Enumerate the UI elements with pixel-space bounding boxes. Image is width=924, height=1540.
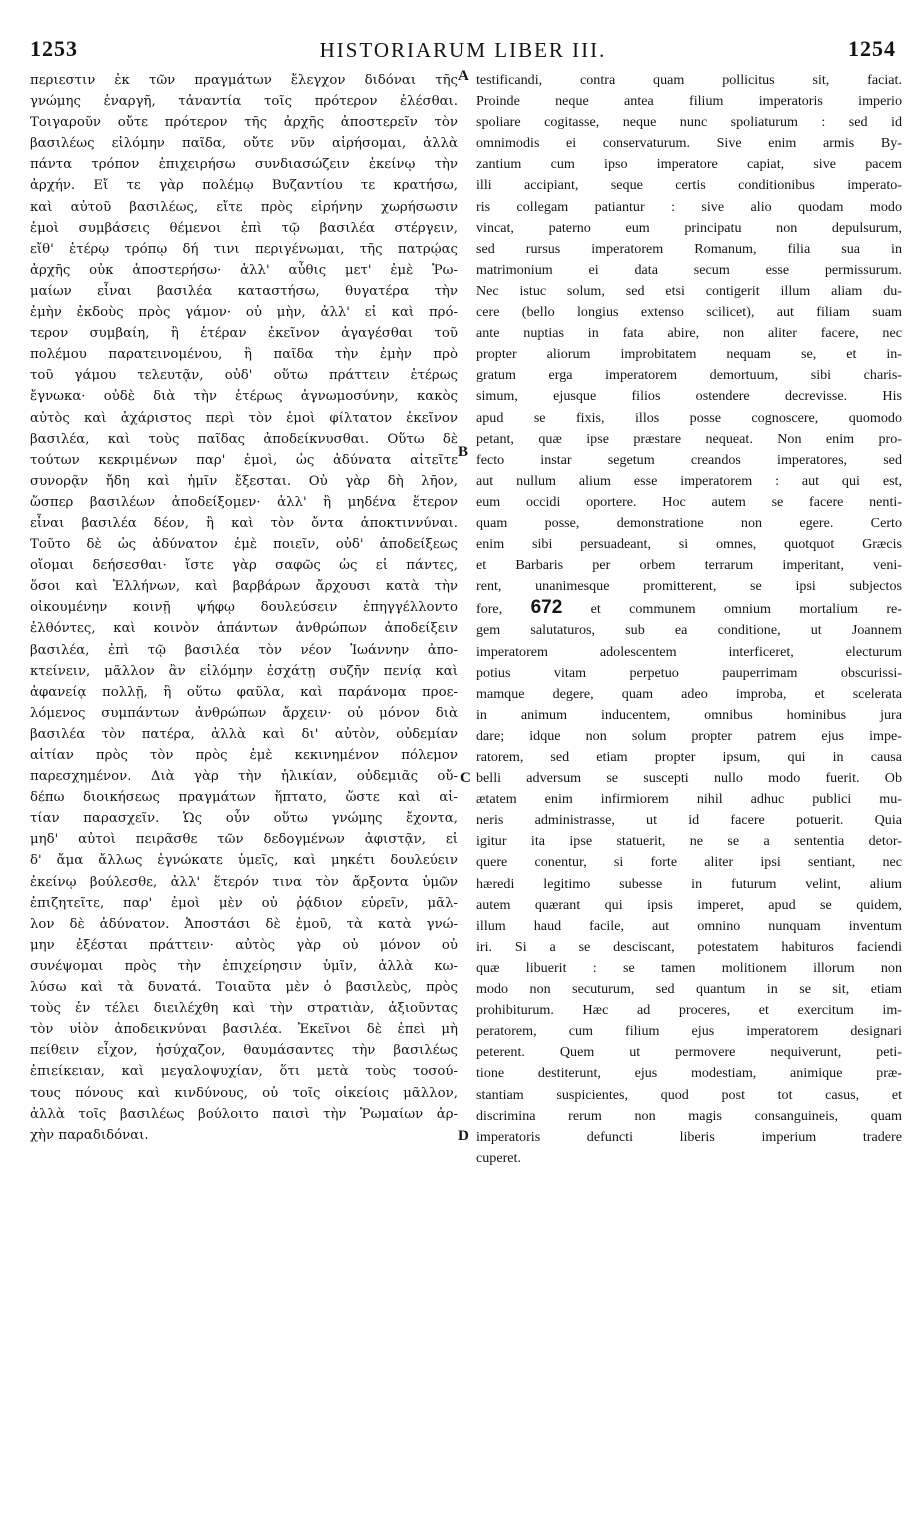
greek-text-line: πολέμου παρατεινομένου, ἢ παῖδα τὴν ἐμὴν πρὸ: [30, 347, 458, 363]
latin-text-line: quere conentur, si forte aliter ipsi sentiant, nec: [476, 854, 902, 871]
greek-text-line: Τοιγαροῦν οὔτε πρότερον τῆς ἀρχῆς ἀποστερεῖν τὸν: [30, 115, 458, 131]
greek-text-line: αἰτίαν πρὸς τὸν πρὸς ἐμὲ κεκινημένον πόλεμον: [30, 748, 458, 763]
greek-text-line: τὸν υἱὸν ἀποδεικνύναι βασιλέα. Ἐκεῖνοι δὲ ἐπεὶ μὴ: [30, 1022, 458, 1038]
greek-text-line: τοῦ γάμου τελευτᾷν, οὐδ' οὕτω πράττειν ἑτέρως: [30, 368, 458, 384]
greek-text-line: γνώμης ἐναργῆ, τἀναντία τοῖς πρότερον ἐλέσθαι.: [30, 94, 458, 110]
greek-text-line: οἰκουμένην κοινῇ ψήφῳ δουλεύσειν ἐπηγγέλλοντο: [30, 600, 458, 616]
latin-text-line: petant, quæ ipse præstare nequeat. Non enim pro-: [476, 430, 902, 447]
latin-text-line: matrimonium ei data secum esse permissurum.: [476, 261, 902, 278]
greek-text-line: δ' ἄμα ἄλλως ἐγνώκατε ὑμεῖς, καὶ μηκέτι δουλεύειν: [30, 853, 458, 869]
latin-text-line: imperatoris defuncti liberis imperium tradere: [476, 1128, 902, 1145]
greek-text-line: βασιλέως εἱλόμην παῖδα, οὔτε νῦν αἱρήσομαι, ἀλλὰ: [30, 136, 458, 152]
latin-text-line: autem quærant qui ipsis imperet, apud se quidem,: [476, 896, 902, 913]
latin-text-line: peterent. Quem ut permovere nequiverunt, peti-: [476, 1044, 902, 1061]
latin-text-line: quam posse, demonstratione non egere. Certo: [476, 514, 902, 531]
greek-text-line: κτείνειν, μᾶλλον ἂν εἱλόμην ἐσχάτῃ συζῆν πενίᾳ καὶ: [30, 663, 458, 679]
latin-text-line: iri. Si a se desciscant, potestatem habituros faciendi: [476, 938, 902, 955]
greek-text-column: [30, 70, 458, 1146]
latin-text-line: zantium cum ipso imperatore capiat, sive pacem: [476, 156, 902, 173]
greek-text-line: τερον συμβαίη, ἢ ἑτέραν ἐκεῖνον ἀγαγέσθαι τοῦ: [30, 326, 458, 342]
greek-text-line: ἐπιείκειαν, καὶ μεγαλοψυχίαν, ὅτι μετὰ τοὺς τοσού-: [30, 1064, 458, 1080]
greek-text-line: ἀρχῆς οὐκ ἀποστερήσω· ἀλλ' αὖθις μετ' ἐμὲ Ῥω-: [30, 262, 458, 278]
greek-text-line: βασιλέα, ἐπὶ τῷ βασιλέα τὸν νέον Ἰωάννην ἀπο-: [30, 642, 458, 658]
latin-text-line: testificandi, contra quam pollicitus sit, faciat.: [476, 72, 902, 88]
greek-text-line: εἶναι βασιλέα δέον, ἢ καὶ τὸν ὄντα ἀποκτιννύναι.: [30, 515, 458, 531]
latin-text-line: propter aliorum improbitatem nequam se, et in-: [476, 346, 902, 363]
latin-text-line: igitur ita ipse statuerit, ne se a sententia detor-: [476, 833, 902, 850]
latin-text-fragment: fore,: [476, 601, 531, 618]
margin-mark-b: B: [458, 444, 469, 460]
greek-text-line: ὅσοι καὶ Ἑλλήνων, καὶ βαρβάρων ἄρχουσι κατὰ τὴν: [30, 579, 458, 595]
greek-text-line: συνέψομαι πρὸς τὴν ἐπιχείρησιν ὑμῖν, ἀλλὰ κω-: [30, 958, 458, 974]
greek-text-line: ἐλθόντες, καὶ κοινὸν ἁπάντων ἀνθρώπων ἀποδείξειν: [30, 621, 458, 637]
greek-text-line: λύσω καὶ τὰ δυνατά. Τοιαῦτα μὲν ὁ βασιλεὺς, πρὸς: [30, 980, 458, 996]
latin-text-line: modo non secuturum, sed quantum in se sit, etiam: [476, 981, 902, 998]
latin-text-line: enim sibi persuadeant, si omnes, quotquot Græcis: [476, 536, 902, 553]
greek-text-line: οἴομαι δεήσεσθαι· ἴστε γὰρ σαφῶς ὡς εἰ πάντες,: [30, 558, 458, 574]
latin-text-line: neris administrasse, ut id facere potuerit. Quia: [476, 812, 902, 829]
latin-text-line: mamque degere, quam adeo improba, et scelerata: [476, 685, 902, 702]
latin-text-line: vincat, paterno eum principatu non depulsurum,: [476, 219, 902, 236]
latin-text-line: omnimodis ei conservaturum. Sive enim armis By-: [476, 135, 902, 152]
latin-text-line: potius vitam perpetuo pauperrimam obscurissi-: [476, 664, 902, 681]
greek-text-line: λόμενος συμπάντων ἀνθρώπων ἄρχειν· οὐ μόνον διὰ: [30, 705, 458, 721]
margin-mark-d: D: [458, 1128, 469, 1144]
greek-text-line: δέπω διοικήσεως πραγμάτων ἥπτατο, ὥστε καὶ αἰ-: [30, 790, 458, 806]
latin-text-fragment: et communem omnium mortalium re-: [562, 601, 902, 618]
page-header: [30, 36, 896, 68]
latin-text-line: simum, ejusque filios ostendere decrevisse. His: [476, 388, 902, 405]
latin-text-line: gem salutaturos, sub ea conditione, ut Joannem: [476, 622, 902, 639]
latin-text-line: aut nullum alium esse imperatorem : aut qui est,: [476, 472, 902, 489]
latin-text-line: ante nuptias in fata abire, non aliter facere, nec: [476, 325, 902, 342]
greek-text-line: πείθειν εἶχον, ἡσύχαζον, θαυμάσαντες τὴν βασιλέως: [30, 1043, 458, 1059]
latin-text-line: eum occidi oportere. Hoc autem se facere nenti-: [476, 493, 902, 510]
greek-text-line: ἐπιζητεῖτε, παρ' ἐμοὶ μὲν οὐ ῥᾴδιον εὑρεῖν, μᾶλ-: [30, 895, 458, 911]
latin-text-line: sed rursus imperatorem Romanum, filia sua in: [476, 240, 902, 257]
latin-text-line: ris collegam patiantur : sive alio quodam modo: [476, 198, 902, 215]
latin-text-line: fecto instar segetum creandos imperatores, sed: [476, 451, 902, 468]
greek-text-line: περιεστιν ἐκ τῶν πραγμάτων ἔλεγχον διδόναι τῆς: [30, 73, 458, 88]
left-page-number: 1253: [30, 36, 78, 61]
margin-mark-a: A: [458, 68, 469, 84]
original-page-number: 672: [530, 597, 563, 619]
latin-text-line: peratorem, cum filium ejus imperatorem designari: [476, 1023, 902, 1040]
greek-text-line: μηδ' αὐτοὶ πειρᾶσθε τῶν δεδογμένων ἀφιστᾷν, εἰ: [30, 832, 458, 848]
greek-text-line: ἐμὴν ἐκδοὺς πρὸς γάμον· οὐ μὴν, ἀλλ' εἰ καὶ πρό-: [30, 305, 458, 321]
greek-text-line: ἐμοὶ συμβάσεις θέμενοι ἐπὶ τῷ βασιλέα στέργειν,: [30, 220, 458, 236]
latin-text-line: cuperet.: [476, 1149, 521, 1166]
latin-text-line: quæ libuerit : se tamen molitionem illorum non: [476, 959, 902, 976]
greek-text-line: ἐκείνῳ βούλεσθε, ἀλλ' ἕτερόν τινα τὸν ἄρξοντα ὑμῶν: [30, 874, 458, 890]
latin-text-line: ratorem, sed etiam propter ipsum, qui in causa: [476, 749, 902, 765]
running-title: HISTORIARUM LIBER III.: [319, 38, 607, 62]
greek-text-line: καὶ αὐτοῦ βασιλέως, εἴτε πρὸς εἰρήνην χωρήσωσιν: [30, 199, 458, 215]
greek-text-line: ἀλλὰ τοῖς βασιλέως βούλοιτο παισὶ τὴν Ῥωμαίων ἀρ-: [30, 1106, 458, 1122]
latin-text-line: cere (bello longius extenso scilicet), aut filiam suam: [476, 304, 902, 321]
greek-text-line: αὐτὸς καὶ ἀχάριστος περὶ τὸν ἐμοὶ φίλτατον ἐκεῖνον: [30, 410, 458, 426]
greek-text-line: παρεσχημένον. Διὰ γὰρ τὴν ἡλικίαν, οὐδεμιᾶς οὔ-: [30, 769, 458, 785]
greek-text-line: ἀφανείᾳ πολλῇ, ἢ οὕτω φαῦλα, καὶ παράνομα προε-: [30, 684, 458, 700]
greek-text-line: μαίων εἶναι βασιλέα καταστήσω, θυγατέρα τὴν: [30, 283, 458, 299]
latin-text-line: imperatorem adolescentem interficeret, electurum: [476, 643, 902, 660]
greek-text-line: τίαν παρασχεῖν. Ὡς οὖν οὕτω γνώμης ἔχοντα,: [30, 811, 458, 827]
greek-text-line: ἀρχήν. Εἴ τε γὰρ πολέμῳ Βυζαντίου τε κρατήσω,: [30, 178, 458, 194]
latin-text-line: stantiam suspicientes, quod post tot casus, et: [476, 1086, 902, 1103]
greek-text-line: τους πόνους καὶ κινδύνους, οὐ τοῖς οἰκείοις μᾶλλον,: [30, 1085, 458, 1101]
greek-text-line: Τοῦτο δὲ ὡς ἀδύνατον ἐμὲ ποιεῖν, οὐδ' ἀποδείξεως: [30, 537, 458, 553]
greek-text-line: ὥσπερ βασιλέων ἀποδείξομεν· ἀλλ' ἢ μηδένα ἕτερον: [30, 494, 458, 510]
latin-text-line: Nec istuc solum, sed etsi contigerit illum aliam du-: [476, 282, 902, 299]
latin-text-line: belli adversum se suscepti nullo modo fuerit. Ob: [476, 770, 902, 787]
latin-text-line: tione destiterunt, ejus modestiam, animique præ-: [476, 1065, 902, 1082]
margin-mark-c: C: [460, 770, 471, 786]
greek-text-line: χὴν παραδιδόναι.: [30, 1127, 149, 1143]
greek-text-line: λον δὲ ἀδύνατον. Ἀποστάσι δὲ ἐμοῦ, τὰ κατὰ γνώ-: [30, 916, 458, 932]
latin-text-line: discrimina rerum non magis consanguineis, quam: [476, 1107, 902, 1124]
latin-text-line: [476, 597, 902, 620]
latin-text-line: dare; idque non solum propter patrem ejus impe-: [476, 727, 902, 744]
latin-text-line: in animum inducentem, omnibus hominibus jura: [476, 706, 902, 723]
latin-text-line: prohibiturum. Hæc ad proceres, et exercitum im-: [476, 1002, 902, 1019]
greek-text-line: ἔγνωκα· οὐδὲ διὰ τὴν ἑτέρως ἀγνωμοσύνην, κακὸς: [30, 389, 458, 405]
greek-text-line: μην ἐξέσται πράττειν· αὐτὸς γὰρ οὐ μόνον οὐ: [30, 937, 458, 953]
greek-text-line: συνορᾷν ἤδη καὶ ἡμῖν ἔξεσται. Οὐ γὰρ δὴ λῆον,: [30, 473, 458, 489]
latin-text-line: apud se fixis, illos posse cognoscere, quomodo: [476, 409, 902, 426]
latin-text-line: illum haud facile, aut omnino nunquam inventum: [476, 917, 902, 934]
right-page-number: 1254: [848, 36, 896, 61]
greek-text-line: βασιλέα, καὶ τοὺς παῖδας ἀποδείκνυσθαι. Οὕτω δὲ: [30, 431, 458, 447]
greek-text-line: βασιλέα τὸν πατέρα, ἀλλὰ καὶ δι' αὐτὸν, οὐδεμίαν: [30, 726, 458, 742]
latin-text-line: Proinde neque antea filium imperatoris imperio: [476, 93, 902, 110]
greek-text-line: πάντα τρόπον ἐπιχειρήσω συνδιασώζειν ἐκείνῳ τὴν: [30, 157, 458, 173]
latin-text-column: [476, 70, 902, 1169]
latin-text-line: hæredi legitimo subesse in futurum velint, alium: [476, 875, 902, 892]
latin-text-line: rent, unanimesque promitterent, se ipsi subjectos: [476, 578, 902, 595]
latin-text-line: ætatem enim infirmiorem nihil adhuc publici mu-: [476, 791, 902, 808]
latin-text-line: et Barbaris per orbem terrarum imperitant, veni-: [476, 557, 902, 574]
latin-text-line: illi accipiant, seque certis conditionibus imperato-: [476, 177, 902, 194]
latin-text-line: spoliare cogitasse, neque nunc spoliaturum : sed id: [476, 114, 902, 131]
latin-text-line: gratum erga imperatorem demortuum, sibi charis-: [476, 367, 902, 384]
greek-text-line: τούτων κεκριμένων παρ' ἐμοὶ, ὡς ἀδύνατα αἰτεῖτε: [30, 452, 458, 468]
greek-text-line: εἴθ' ἑτέρῳ τρόπῳ δή τινι περιγένωμαι, τῆς πατρῴας: [30, 241, 458, 257]
greek-text-line: τοὺς ἐν τέλει διειλέχθη καὶ τὴν στρατιὰν, ἀξιοῦντας: [30, 1001, 458, 1017]
